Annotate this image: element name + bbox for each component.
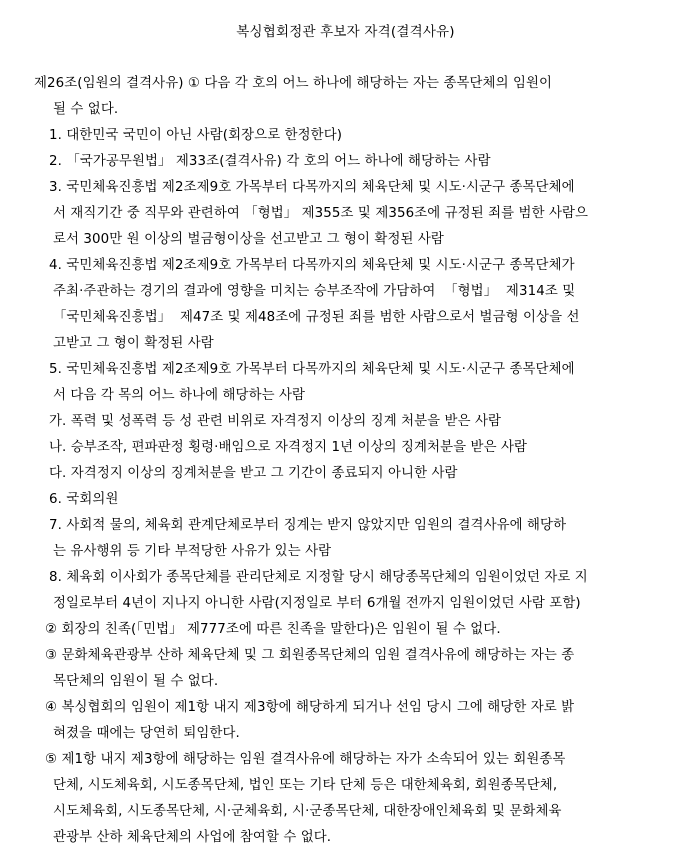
article-26-clause-1-cont: 될 수 없다. — [53, 102, 119, 117]
article-26-clause-4: ④ 복싱협회의 임원이 제1항 내지 제3항에 해당하게 되거나 선임 당시 그에 해당한 자로 밝 — [45, 700, 575, 715]
item-8: 8. 체육회 이사회가 종목단체를 관리단체로 지정할 당시 해당종목단체의 임원이었던 자로 지 — [49, 570, 588, 585]
item-5-sub-na: 나. 승부조작, 편파판정 횡령·배임으로 자격정지 1년 이상의 징계처분을 받은 사람 — [49, 440, 528, 455]
item-3-cont-1: 서 재직기간 중 직무와 관련하여 「형법」 제355조 및 제356조에 규정된 죄를 범한 사람으 — [53, 206, 589, 221]
item-8-cont: 정일로부터 4년이 지나지 아니한 사람(지정일로 부터 6개월 전까지 임원이었던 사람 포함) — [53, 596, 581, 611]
item-4-cont-2: 「국민체육진흥법」 제47조 및 제48조에 규정된 죄를 범한 사람으로서 벌금형 이상을 선 — [53, 310, 580, 325]
item-4-cont-3: 고받고 그 형이 확정된 사람 — [53, 336, 214, 351]
item-5-sub-ga: 가. 폭력 및 성폭력 등 성 관련 비위로 자격정지 이상의 징계 처분을 받은 사람 — [49, 414, 502, 429]
article-26-clause-5-cont-3: 관광부 산하 체육단체의 사업에 참여할 수 없다. — [53, 830, 332, 845]
article-26-clause-5: ⑤ 제1항 내지 제3항에 해당하는 임원 결격사유에 해당하는 자가 소속되어 있는 회원종목 — [45, 752, 566, 767]
article-26-clause-4-cont: 혀졌을 때에는 당연히 퇴임한다. — [53, 726, 240, 741]
article-26-clause-1: 제26조(임원의 결격사유) ① 다음 각 호의 어느 하나에 해당하는 자는 종목단체의 임원이 — [34, 76, 553, 91]
document-title: 복싱협회정관 후보자 자격(결격사유) — [236, 24, 455, 40]
article-26-clause-5-cont-1: 단체, 시도체육회, 시도종목단체, 법인 또는 기타 단체 등은 대한체육회, 회원종목단체, — [53, 778, 558, 793]
item-5-sub-da: 다. 자격정지 이상의 징계처분을 받고 그 기간이 종료되지 아니한 사람 — [49, 466, 458, 481]
item-5: 5. 국민체육진흥법 제2조제9호 가목부터 다목까지의 체육단체 및 시도·시군구 종목단체에 — [49, 362, 575, 377]
article-26-clause-5-cont-2: 시도체육회, 시도종목단체, 시·군체육회, 시·군종목단체, 대한장애인체육회 및 문화체육 — [53, 804, 562, 819]
article-26-clause-2: ② 회장의 친족(「민법」 제777조에 따른 친족을 말한다)은 임원이 될 수 없다. — [45, 622, 501, 637]
item-5-cont: 서 다음 각 목의 어느 하나에 해당하는 사람 — [53, 388, 306, 403]
item-6: 6. 국회의원 — [49, 492, 119, 507]
item-2: 2. 「국가공무원법」 제33조(결격사유) 각 호의 어느 하나에 해당하는 사람 — [49, 154, 491, 169]
item-3: 3. 국민체육진흥법 제2조제9호 가목부터 다목까지의 체육단체 및 시도·시군구 종목단체에 — [49, 180, 575, 195]
item-3-cont-2: 로서 300만 원 이상의 벌금형이상을 선고받고 그 형이 확정된 사람 — [53, 232, 444, 247]
item-7-cont: 는 유사행위 등 기타 부적당한 사유가 있는 사람 — [53, 544, 332, 559]
item-7: 7. 사회적 물의, 체육회 관계단체로부터 징계는 받지 않았지만 임원의 결격사유에 해당하 — [49, 518, 567, 533]
item-1: 1. 대한민국 국민이 아닌 사람(회장으로 한정한다) — [49, 128, 343, 143]
item-4: 4. 국민체육진흥법 제2조제9호 가목부터 다목까지의 체육단체 및 시도·시군구 종목단체가 — [49, 258, 575, 273]
article-26-clause-3: ③ 문화체육관광부 산하 체육단체 및 그 회원종목단체의 임원 결격사유에 해당하는 자는 종 — [45, 648, 575, 663]
item-4-cont-1: 주최·주관하는 경기의 결과에 영향을 미치는 승부조작에 가담하여 「형법」 제314조 및 — [53, 284, 576, 299]
article-26-clause-3-cont: 목단체의 임원이 될 수 없다. — [53, 674, 219, 689]
